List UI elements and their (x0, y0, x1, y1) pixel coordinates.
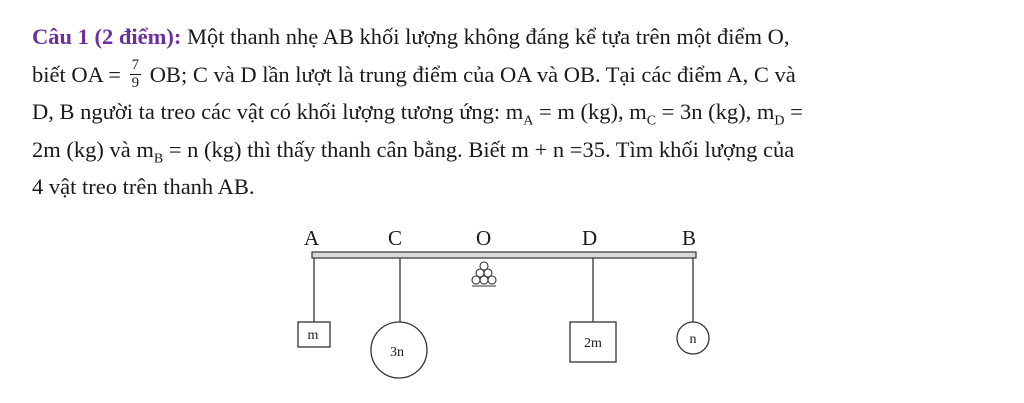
line-3-text-c: = 3n (kg), m (656, 99, 775, 124)
line-2-text-b: OB; C và D lần lượt là trung điểm của OA và OB. Tại các điểm A, C và (144, 61, 796, 87)
line-3-text-b: = m (kg), m (533, 99, 647, 124)
label-o: O (476, 226, 492, 250)
label-a: A (304, 226, 320, 250)
label-c: C (388, 226, 403, 250)
subscript-b: B (153, 151, 164, 166)
subscript-d: D (774, 113, 785, 129)
subscript-c: C (646, 113, 657, 129)
line-4-text-a: 2m (kg) và m (32, 136, 154, 162)
line-3-text-d: = (784, 99, 803, 124)
fraction-numerator: 7 (131, 56, 140, 73)
fraction-denominator: 9 (131, 74, 140, 91)
fulcrum-support (472, 262, 496, 286)
line-5-text: 4 vật treo trên thanh AB. (32, 174, 255, 199)
line-1-text: Một thanh nhẹ AB khối lượng không đáng kể tựa trên một điểm O, (186, 24, 790, 49)
question-heading: Câu 1 (2 điểm): (32, 24, 182, 49)
mass-label-d: 2m (584, 336, 602, 351)
line-2-text-a: biết OA = (32, 61, 127, 87)
lever-rod (312, 252, 696, 258)
mass-label-b: n (689, 332, 697, 347)
mass-label-a: m (307, 328, 319, 343)
mass-label-c: 3n (390, 345, 404, 360)
line-4-text-b: = n (kg) thì thấy thanh cân bằng. Biết m + n =35. Tìm khối lượng của (163, 136, 795, 162)
subscript-a: A (523, 113, 534, 129)
label-b: B (682, 226, 697, 250)
label-d: D (582, 226, 598, 250)
line-3-text-a: D, B người ta treo các vật có khối lượng tương ứng: m (32, 99, 524, 124)
